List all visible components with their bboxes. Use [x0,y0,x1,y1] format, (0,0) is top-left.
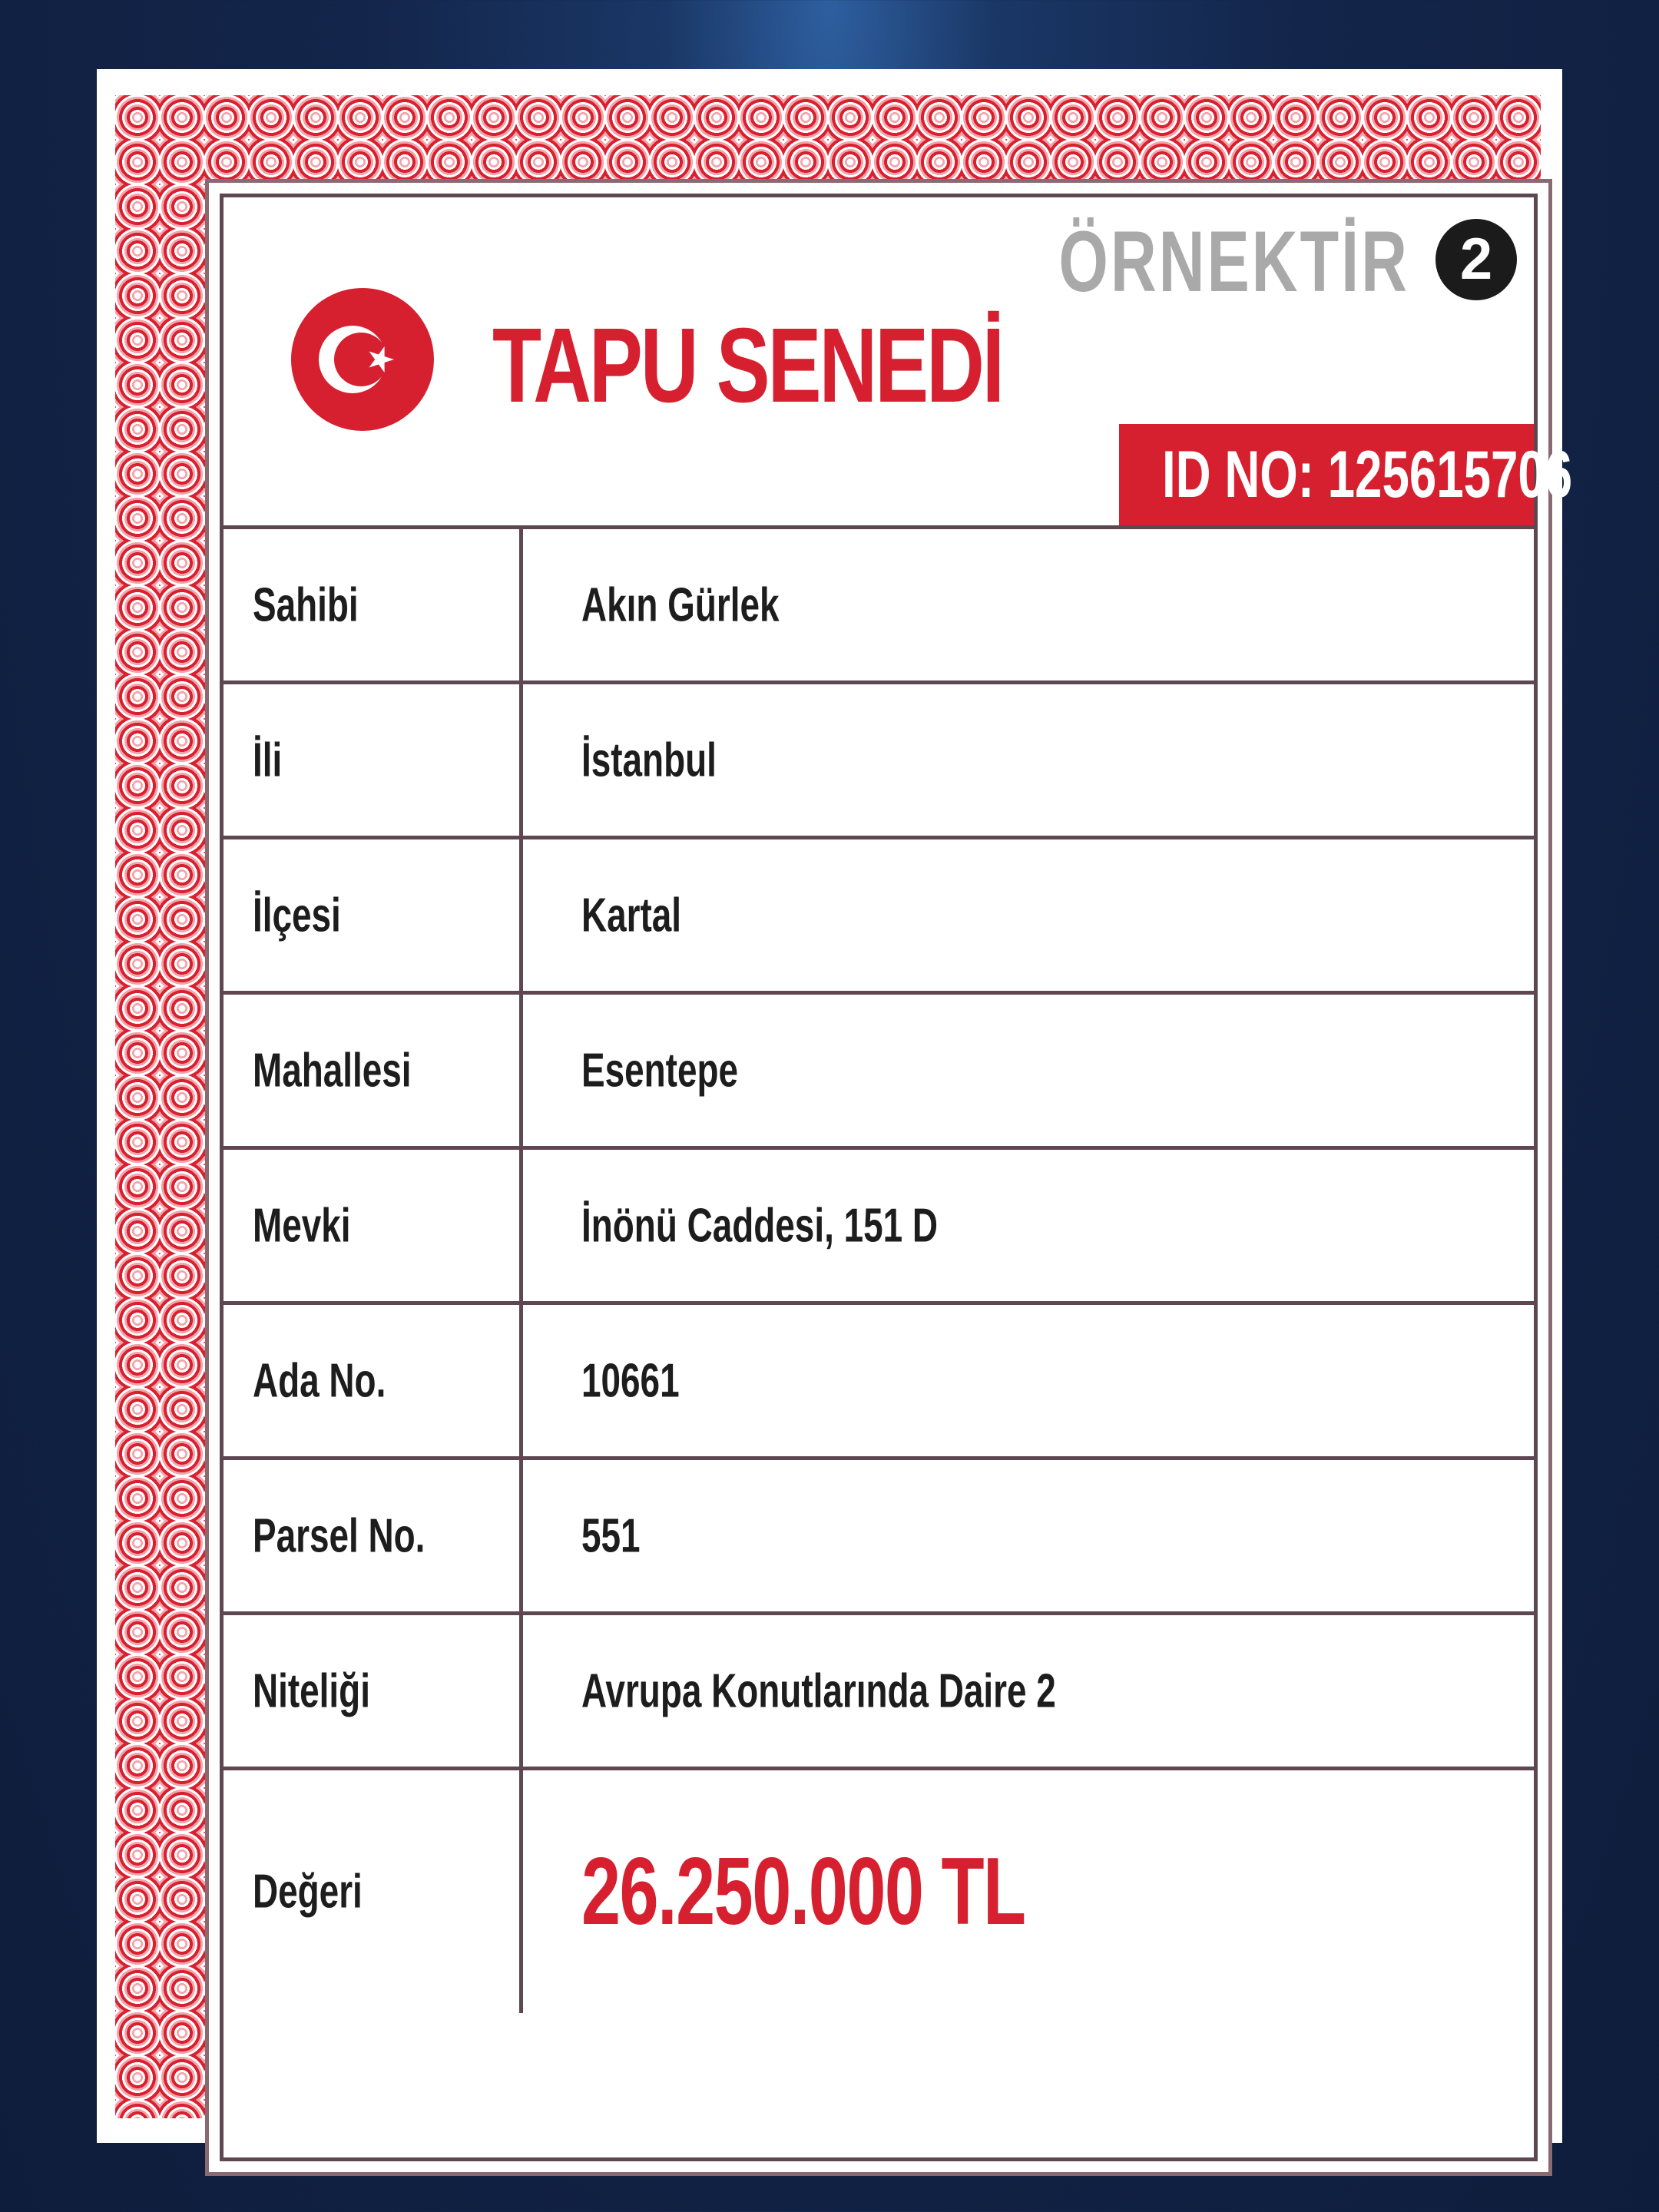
table-row [224,1150,1534,1305]
deed-header [224,197,1573,529]
field-label-value: Değeri [253,1865,363,1919]
field-value-property-type: Avrupa Konutlarında Daire 2 [581,1664,1056,1717]
id-number-badge [1119,424,1573,525]
field-value-district: Kartal [581,889,682,942]
field-label-property-type: Niteliği [253,1664,370,1717]
table-row [224,684,1534,839]
field-label-owner: Sahibi [253,578,359,631]
field-value-price: 26.250.000 TL [581,1839,1025,1945]
table-row [224,1615,1534,1770]
column-divider [519,1305,523,1456]
column-divider [519,1460,523,1611]
field-label-parcel-no: Parsel No. [253,1509,426,1562]
field-label-neighborhood: Mahallesi [253,1044,412,1097]
field-label-location: Mevki [253,1199,351,1252]
sample-number-badge: 2 [1435,219,1517,300]
turkish-flag-icon [291,288,434,431]
document-title: TAPU SENEDİ [492,306,1002,425]
column-divider [519,839,523,991]
id-number-label: ID NO: 125615706 [1162,438,1573,512]
field-label-district: İlçesi [253,889,341,942]
deed-sheet [97,69,1573,2143]
field-label-block-no: Ada No. [253,1354,386,1407]
deed-panel [220,194,1573,2161]
column-divider [519,684,523,836]
deed-fields-table [224,529,1534,2013]
column-divider [519,995,523,1146]
column-divider [519,529,523,680]
table-row [224,1460,1534,1615]
table-row [224,1305,1534,1460]
column-divider [519,1150,523,1301]
field-label-province: İli [253,733,283,786]
field-value-owner: Akın Gürlek [581,578,780,631]
table-row [224,529,1534,684]
field-value-block-no: 10661 [581,1354,680,1407]
table-row [224,1770,1534,2013]
field-value-neighborhood: Esentepe [581,1044,738,1097]
column-divider [519,1615,523,1767]
table-row [224,995,1534,1150]
column-divider [519,1770,523,2013]
field-value-location: İnönü Caddesi, 151 D [581,1199,939,1252]
sample-stamp: ÖRNEKTİR [1058,214,1409,310]
table-row [224,839,1534,995]
field-value-parcel-no: 551 [581,1509,641,1562]
field-value-province: İstanbul [581,733,717,786]
